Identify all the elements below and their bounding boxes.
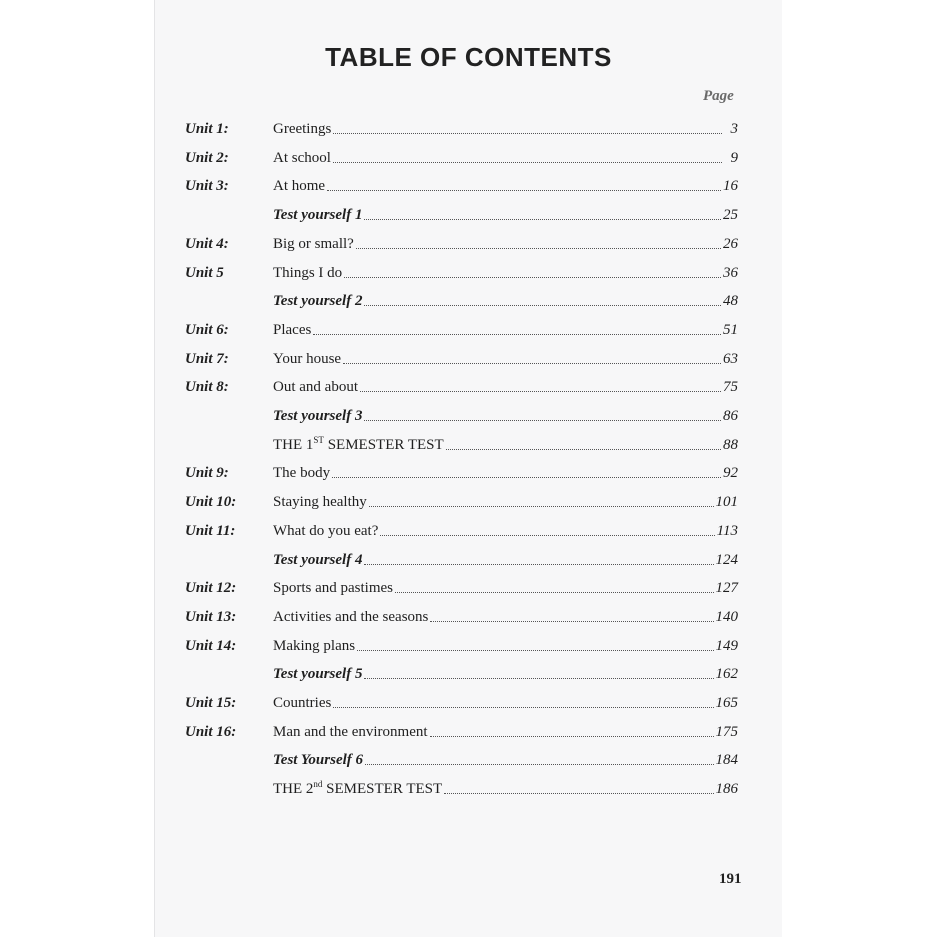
toc-entry-title: Staying healthy	[273, 494, 367, 511]
toc-entry-title: Places	[273, 321, 312, 338]
toc-unit-label: Unit 12:	[185, 580, 237, 597]
toc-page-number: 127	[715, 580, 738, 597]
toc-entry	[273, 121, 738, 138]
toc-entry-title: Greetings	[273, 121, 332, 137]
dot-leader	[395, 592, 714, 593]
toc-row	[185, 204, 738, 226]
toc-row	[185, 520, 738, 542]
toc-row	[185, 147, 738, 169]
semester-ordinal-suffix: ST	[313, 434, 324, 445]
toc-unit-label: Unit 4:	[185, 235, 229, 252]
toc-page-number: 88	[723, 436, 738, 453]
toc-page-number: 86	[723, 408, 738, 424]
toc-entry-title: Countries	[273, 695, 332, 711]
toc-row	[185, 262, 738, 284]
semester-title-suffix: SEMESTER TEST	[323, 436, 444, 453]
dot-leader	[343, 363, 721, 364]
page-column-heading: Page	[703, 88, 734, 104]
toc-entry	[273, 494, 738, 511]
toc-entry	[273, 322, 738, 339]
toc-page-number: 124	[715, 551, 738, 568]
dot-leader	[444, 793, 713, 794]
toc-page-number: 175	[715, 723, 738, 740]
toc-row	[185, 749, 738, 771]
toc-page-number: 101	[715, 494, 738, 511]
toc-entry-title: Man and the environment	[273, 723, 428, 740]
toc-page-number: 26	[723, 235, 738, 252]
dot-leader	[327, 190, 721, 191]
toc-row	[185, 118, 738, 140]
toc-entry	[273, 293, 738, 310]
toc-page-number: 92	[723, 465, 738, 482]
toc-unit-label: Unit 10:	[185, 494, 237, 511]
toc-row	[185, 405, 738, 427]
toc-entry	[273, 666, 738, 683]
toc-entry	[273, 609, 738, 626]
dot-leader	[380, 535, 714, 536]
toc-entry-title: Your house	[273, 350, 342, 367]
toc-page-number: 140	[715, 608, 738, 625]
toc-entry	[273, 781, 738, 798]
toc-entry-title: The body	[273, 465, 331, 482]
toc-row	[185, 549, 738, 571]
toc-entry	[273, 523, 738, 540]
dot-leader	[360, 391, 721, 392]
toc-row	[185, 175, 738, 197]
toc-row	[185, 348, 738, 370]
toc-unit-label: Unit 6:	[185, 321, 229, 338]
dot-leader	[430, 736, 714, 737]
toc-unit-label: Unit 3:	[185, 178, 229, 195]
toc-page-number: 63	[723, 350, 738, 367]
toc-unit-label: Unit 2:	[185, 149, 229, 166]
toc-entry	[273, 236, 738, 253]
dot-leader	[365, 764, 713, 765]
toc-page-number: 165	[715, 695, 738, 711]
dot-leader	[430, 621, 713, 622]
toc-entry	[273, 150, 738, 167]
toc-row	[185, 319, 738, 341]
toc-row	[185, 635, 738, 657]
toc-entry-title: Things I do	[273, 264, 343, 281]
toc-entry-title: At home	[273, 178, 326, 195]
toc-row	[185, 491, 738, 513]
toc-entry	[273, 351, 738, 368]
toc-unit-label: Unit 16:	[185, 723, 237, 740]
toc-entry-title: Big or small?	[273, 235, 354, 252]
dot-leader	[332, 477, 721, 478]
toc-row	[185, 376, 738, 398]
toc-page-number: 184	[715, 752, 738, 769]
toc-page-number: 48	[723, 293, 738, 310]
toc-entry	[273, 408, 738, 425]
toc-entry-title: Test yourself 1	[273, 207, 363, 224]
dot-leader	[333, 707, 713, 708]
dot-leader	[364, 219, 721, 220]
toc-unit-label: Unit 1:	[185, 121, 229, 137]
toc-row	[185, 606, 738, 628]
dot-leader	[344, 277, 721, 278]
toc-unit-label: Unit 15:	[185, 695, 237, 711]
toc-entry	[273, 434, 738, 454]
toc-row	[185, 721, 738, 743]
semester-title-suffix: SEMESTER TEST	[322, 781, 443, 798]
toc-entry-title: Out and about	[273, 379, 358, 396]
toc-row	[185, 663, 738, 685]
toc-unit-label: Unit 7:	[185, 350, 229, 367]
toc-page-number: 75	[723, 379, 738, 396]
toc-page-number: 113	[716, 522, 738, 539]
toc-unit-label: Unit 8:	[185, 379, 229, 396]
toc-entry-title	[273, 781, 442, 798]
toc-row	[185, 577, 738, 599]
dot-leader	[356, 248, 721, 249]
page-title: TABLE OF CONTENTS	[325, 42, 612, 72]
toc-unit-label: Unit 5	[185, 264, 224, 281]
toc-row	[185, 692, 738, 714]
toc-row	[185, 778, 738, 800]
dot-leader	[333, 162, 722, 163]
toc-entry	[273, 695, 738, 712]
toc-page-number: 25	[723, 207, 738, 224]
toc-row	[185, 233, 738, 255]
toc-entry	[273, 552, 738, 569]
dot-leader	[369, 506, 714, 507]
toc-page-number: 36	[723, 264, 738, 281]
toc-page-number: 9	[730, 149, 738, 166]
toc-entry-title: Sports and pastimes	[273, 580, 393, 597]
toc-entry	[273, 752, 738, 769]
dot-leader	[313, 334, 721, 335]
toc-entry	[273, 638, 738, 655]
dot-leader	[357, 650, 713, 651]
toc-entry	[273, 178, 738, 195]
toc-entry-title	[273, 434, 444, 454]
toc-unit-label: Unit 13:	[185, 608, 237, 625]
toc-entry-title: What do you eat?	[273, 522, 379, 539]
toc-entry-title: Activities and the seasons	[273, 608, 429, 625]
dot-leader	[364, 305, 721, 306]
page-number: 191	[719, 871, 742, 887]
toc-entry-title: Test yourself 2	[273, 293, 363, 310]
toc-unit-label: Unit 9:	[185, 465, 229, 482]
dot-leader	[364, 564, 713, 565]
toc-page-number: 149	[715, 637, 738, 654]
toc-unit-label: Unit 11:	[185, 522, 236, 539]
toc-entry	[273, 465, 738, 482]
semester-title-prefix: THE 2	[273, 781, 314, 798]
toc-page-number: 186	[715, 781, 738, 798]
toc-unit-label: Unit 14:	[185, 637, 237, 654]
toc-entry	[273, 265, 738, 282]
toc-row	[185, 290, 738, 312]
toc-entry	[273, 207, 738, 224]
dot-leader	[364, 678, 713, 679]
dot-leader	[333, 133, 722, 134]
toc-entry-title: Test yourself 5	[273, 666, 363, 683]
dot-leader	[446, 449, 721, 450]
toc-entry-title: Test Yourself 6	[273, 752, 364, 769]
toc-entry	[273, 580, 738, 597]
toc-row	[185, 462, 738, 484]
toc-page-number: 162	[715, 666, 738, 683]
toc-entry-title: At school	[273, 149, 331, 166]
toc-entry	[273, 379, 738, 396]
toc-row	[185, 434, 738, 456]
toc-entry-title: Test yourself 3	[273, 408, 363, 424]
semester-ordinal-suffix: nd	[313, 779, 323, 790]
toc-page-number: 3	[730, 121, 738, 137]
semester-title-prefix: THE 1	[273, 436, 314, 453]
toc-page-number: 16	[723, 178, 738, 195]
toc-entry-title: Making plans	[273, 637, 356, 654]
toc-page-number: 51	[723, 321, 738, 338]
dot-leader	[364, 420, 721, 421]
toc-entry-title: Test yourself 4	[273, 551, 363, 568]
toc-entry	[273, 724, 738, 741]
